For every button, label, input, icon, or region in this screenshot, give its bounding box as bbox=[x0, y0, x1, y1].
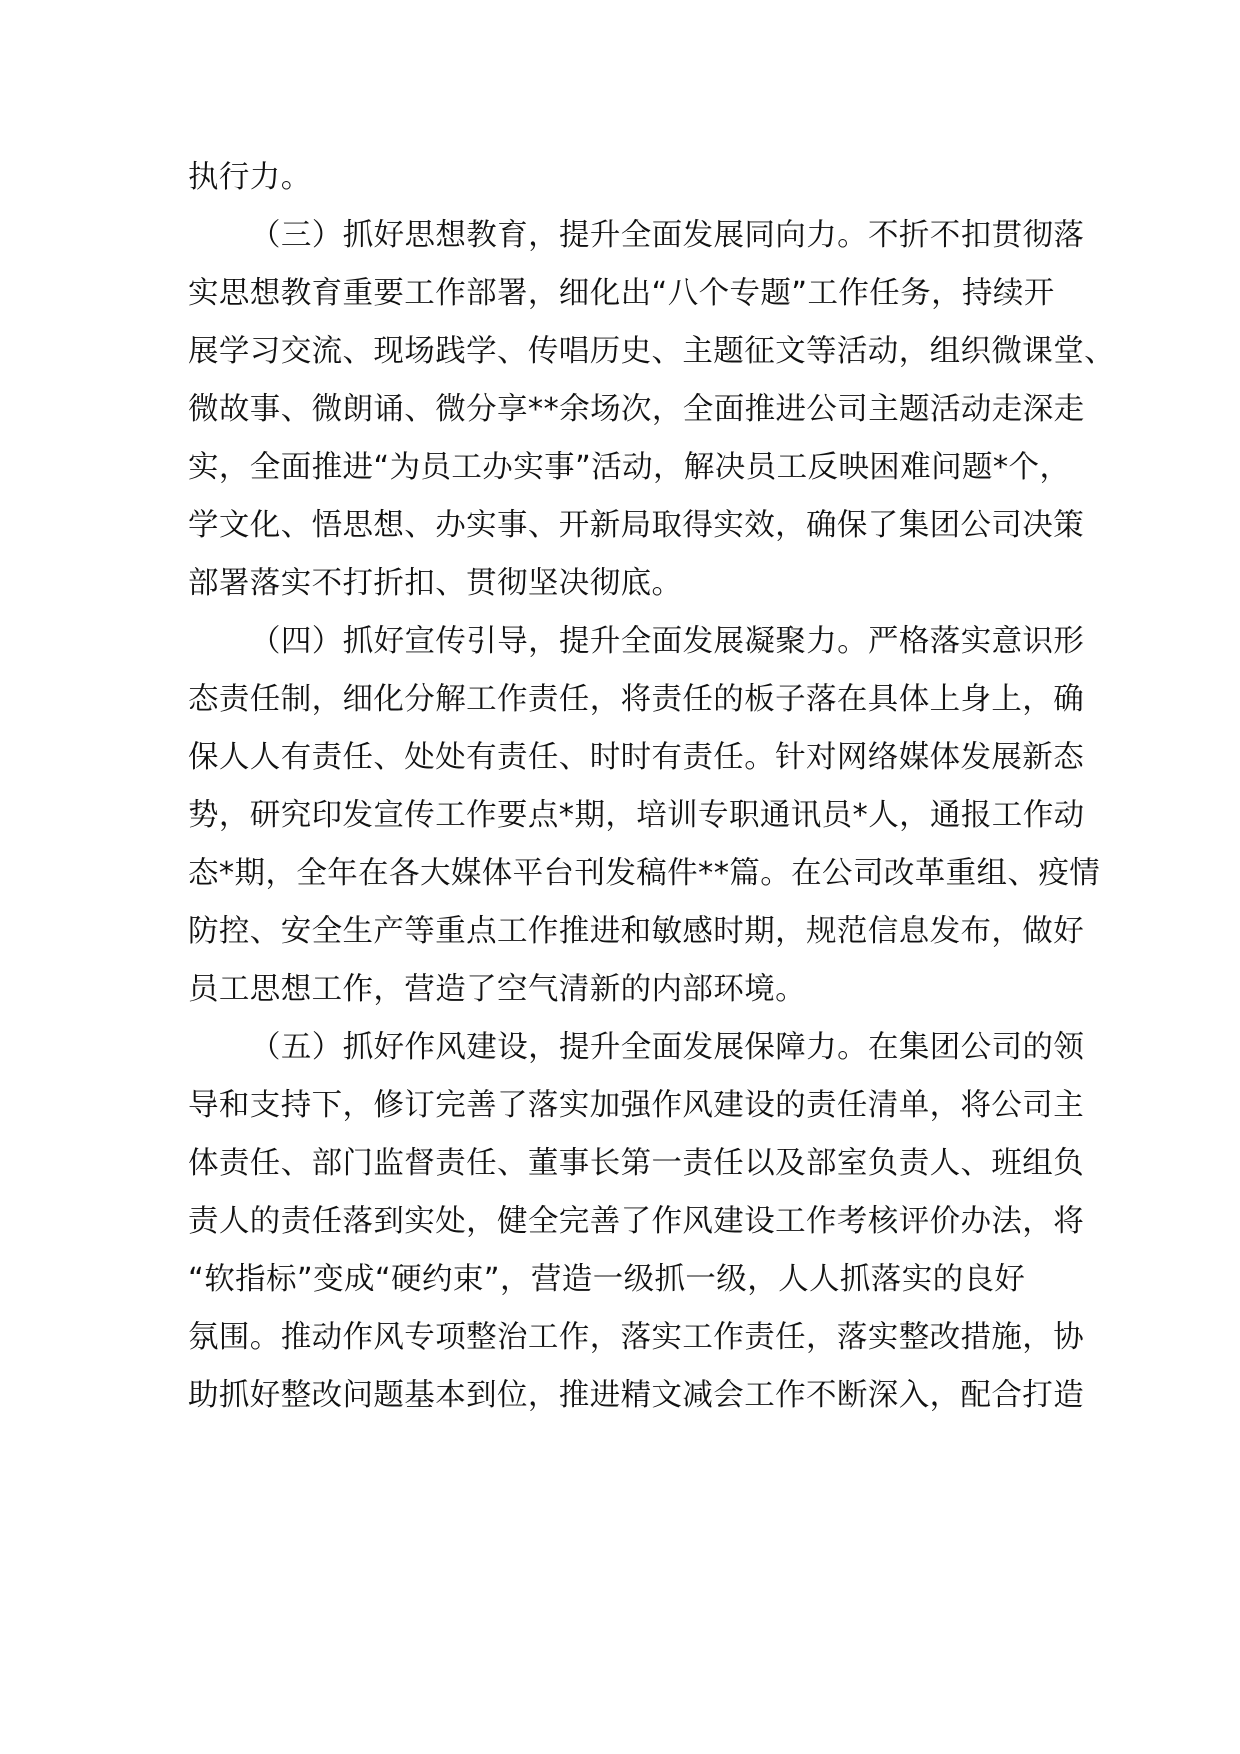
text-line: 体责任、部门监督责任、董事长第一责任以及部室负责人、班组负 bbox=[188, 1146, 1085, 1181]
text-line: 实思想教育重要工作部署，细化出“八个专题”工作任务，持续开 bbox=[188, 276, 1055, 311]
text-line: 微故事、微朗诵、微分享**余场次，全面推进公司主题活动走深走 bbox=[188, 392, 1085, 427]
text-line: 展学习交流、现场践学、传唱历史、主题征文等活动，组织微课堂、 bbox=[188, 334, 1115, 369]
section-heading-line: （四）抓好宣传引导，提升全面发展凝聚力。严格落实意识形 bbox=[250, 624, 1085, 659]
text-line: 助抓好整改问题基本到位，推进精文减会工作不断深入，配合打造 bbox=[188, 1378, 1085, 1413]
text-line: 导和支持下，修订完善了落实加强作风建设的责任清单，将公司主 bbox=[188, 1088, 1085, 1123]
text-line: 势，研究印发宣传工作要点*期，培训专职通讯员*人，通报工作动 bbox=[188, 798, 1085, 833]
text-line: 员工思想工作，营造了空气清新的内部环境。 bbox=[188, 972, 806, 1007]
section-heading-line: （三）抓好思想教育，提升全面发展同向力。不折不扣贯彻落 bbox=[250, 218, 1085, 253]
section-heading-line: （五）抓好作风建设，提升全面发展保障力。在集团公司的领 bbox=[250, 1030, 1085, 1065]
text-line: 态*期，全年在各大媒体平台刊发稿件**篇。在公司改革重组、疫情 bbox=[188, 856, 1101, 891]
text-line: “软指标”变成“硬约束”，营造一级抓一级，人人抓落实的良好 bbox=[188, 1262, 1026, 1297]
text-line: 氛围。推动作风专项整治工作，落实工作责任，落实整改措施，协 bbox=[188, 1320, 1085, 1355]
text-line: 学文化、悟思想、办实事、开新局取得实效，确保了集团公司决策 bbox=[188, 508, 1085, 543]
text-line: 态责任制，细化分解工作责任，将责任的板子落在具体上身上，确 bbox=[188, 682, 1085, 717]
text-line: 实，全面推进“为员工办实事”活动，解决员工反映困难问题*个， bbox=[188, 450, 1071, 485]
text-line: 执行力。 bbox=[188, 160, 312, 195]
text-line: 部署落实不打折扣、贯彻坚决彻底。 bbox=[188, 566, 683, 601]
text-line: 保人人有责任、处处有责任、时时有责任。针对网络媒体发展新态 bbox=[188, 740, 1085, 775]
text-line: 责人的责任落到实处，健全完善了作风建设工作考核评价办法，将 bbox=[188, 1204, 1085, 1239]
text-line: 防控、安全生产等重点工作推进和敏感时期，规范信息发布，做好 bbox=[188, 914, 1085, 949]
